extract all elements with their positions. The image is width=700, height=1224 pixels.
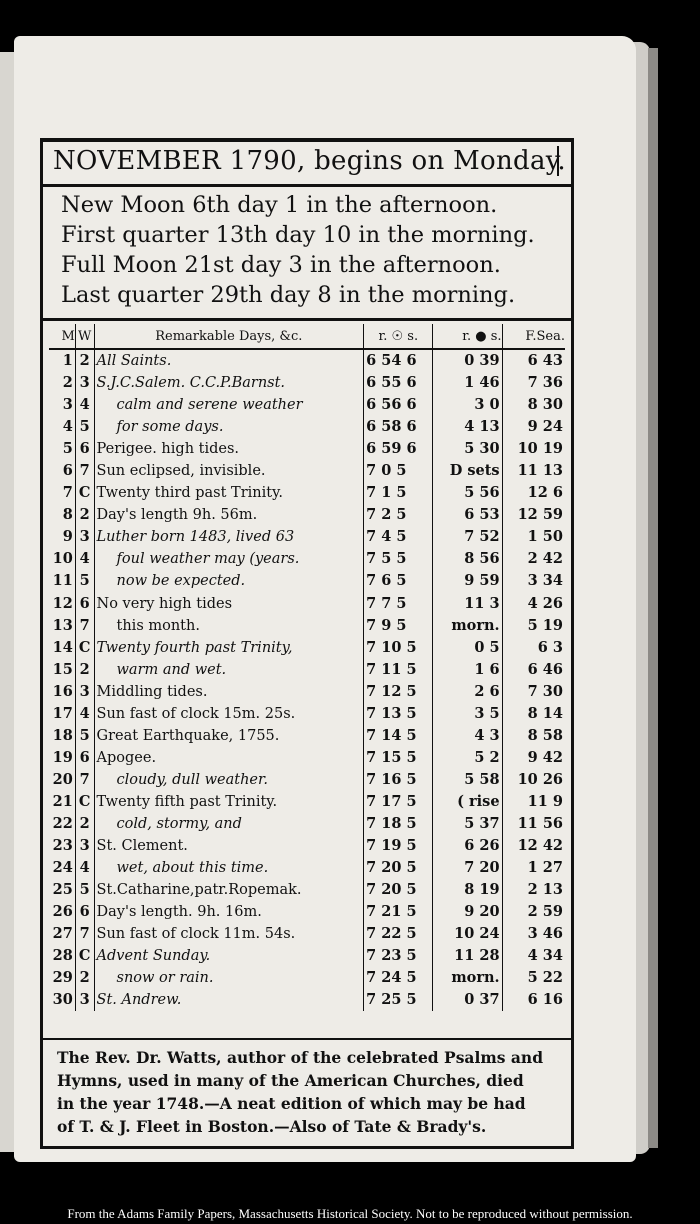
remarkable-day: warm and wet. [116, 661, 227, 678]
page-edge-shadow [648, 48, 658, 1148]
moon-rise-set: morn. [433, 615, 502, 637]
full-sea: 6 3 [537, 638, 563, 656]
calendar-row [49, 349, 565, 372]
sun-rise-set: 6 54 6 [364, 349, 433, 372]
full-sea: 1 27 [527, 859, 563, 877]
sun-rise-set: 7 13 5 [364, 703, 433, 725]
footer-line: Hymns, used in many of the American Churches, died [57, 1071, 524, 1090]
calendar-row [49, 967, 565, 989]
day-of-month: 1 [62, 352, 73, 370]
remarkable-day: St. Andrew. [96, 992, 182, 1009]
full-sea: 4 26 [527, 594, 563, 612]
day-of-week: 6 [75, 747, 94, 769]
moon-rise-set: 3 0 [433, 394, 502, 416]
full-sea: 8 30 [527, 396, 563, 414]
calendar-row [49, 394, 565, 416]
moon-rise-set: 0 5 [433, 637, 502, 659]
calendar-row [49, 615, 565, 637]
remarkable-day: Twenty fifth past Trinity. [96, 793, 278, 810]
moon-phase-line: New Moon 6th day 1 in the afternoon. [61, 192, 498, 218]
day-of-week: 3 [75, 372, 94, 394]
sun-rise-set: 7 16 5 [364, 769, 433, 791]
header-month-day: M [49, 324, 75, 349]
day-of-month: 15 [52, 660, 73, 678]
day-of-month: 25 [52, 881, 73, 899]
calendar-row [49, 460, 565, 482]
day-of-week: 7 [75, 923, 94, 945]
day-of-month: 18 [52, 726, 73, 744]
sun-rise-set: 7 22 5 [364, 923, 433, 945]
day-of-week: 7 [75, 615, 94, 637]
full-sea: 5 22 [527, 969, 563, 987]
day-of-week: 4 [75, 703, 94, 725]
full-sea: 3 34 [527, 572, 563, 590]
day-of-month: 5 [62, 440, 73, 458]
moon-rise-set: 8 56 [433, 548, 502, 570]
day-of-month: 27 [52, 925, 73, 943]
day-of-month: 29 [52, 969, 73, 987]
sun-rise-set: 7 9 5 [364, 615, 433, 637]
day-of-week: 4 [75, 548, 94, 570]
day-of-week: 4 [75, 857, 94, 879]
day-of-week: 6 [75, 593, 94, 615]
remarkable-day: snow or rain. [116, 970, 214, 987]
remarkable-day: Day's length 9h. 56m. [96, 507, 258, 524]
remarkable-day: cold, stormy, and [116, 816, 242, 832]
sun-rise-set: 7 4 5 [364, 526, 433, 548]
remarkable-day: Perigee. high tides. [96, 441, 240, 458]
calendar-row [49, 901, 565, 923]
sun-rise-set: 7 7 5 [364, 593, 433, 615]
remarkable-day: Apogee. [96, 749, 157, 766]
credit-line: From the Adams Family Papers, Massachusetts Historical Society. Not to be reproduced without permission. [67, 1206, 633, 1221]
full-sea: 12 6 [527, 484, 563, 502]
remarkable-day: Sun fast of clock 15m. 25s. [96, 705, 296, 722]
remarkable-day: this month. [116, 617, 200, 634]
sun-rise-set: 7 6 5 [364, 570, 433, 592]
calendar-row [49, 769, 565, 791]
day-of-week: 3 [75, 989, 94, 1011]
sun-rise-set: 7 23 5 [364, 945, 433, 967]
sun-rise-set: 7 19 5 [364, 835, 433, 857]
moon-rise-set: 7 52 [433, 526, 502, 548]
day-of-month: 3 [62, 396, 73, 414]
day-of-month: 6 [62, 462, 73, 480]
calendar-row [49, 989, 565, 1011]
moon-rise-set: 4 13 [433, 416, 502, 438]
full-sea: 11 56 [517, 815, 563, 832]
moon-rise-set: 1 6 [433, 659, 502, 681]
almanac-frame [40, 138, 574, 1149]
moon-rise-set: 6 53 [433, 504, 502, 526]
calendar-row [49, 879, 565, 901]
day-of-week: 2 [75, 659, 94, 681]
moon-phase-line: Full Moon 21st day 3 in the afternoon. [61, 252, 501, 278]
calendar-row [49, 747, 565, 769]
remarkable-day: Sun eclipsed, invisible. [96, 463, 266, 480]
sun-rise-set: 7 17 5 [364, 791, 433, 813]
day-of-week: 3 [75, 835, 94, 857]
calendar-row [49, 813, 565, 835]
full-sea: 12 42 [517, 837, 563, 855]
full-sea: 8 58 [527, 726, 563, 744]
moon-rise-set: morn. [433, 967, 502, 989]
header-remarkable-days: Remarkable Days, &c. [94, 324, 364, 349]
calendar-row [49, 857, 565, 879]
moon-rise-set: 7 20 [433, 857, 502, 879]
full-sea: 11 9 [527, 792, 563, 810]
sun-rise-set: 6 58 6 [364, 416, 433, 438]
sun-rise-set: 7 20 5 [364, 879, 433, 901]
day-of-month: 9 [62, 528, 73, 546]
calendar-row [49, 593, 565, 615]
remarkable-day: All Saints. [96, 353, 172, 370]
day-of-month: 14 [52, 638, 73, 656]
remarkable-day: Great Earthquake, 1755. [96, 727, 280, 744]
calendar-row [49, 945, 565, 967]
full-sea: 2 13 [527, 881, 563, 899]
title-rule [43, 184, 571, 187]
moon-rule [43, 318, 571, 321]
page-title: NOVEMBER 1790, begins on Monday. [53, 146, 566, 176]
calendar-row [49, 416, 565, 438]
full-sea: 7 30 [527, 682, 563, 700]
moon-rise-set: ( rise [433, 791, 502, 813]
moon-phase-line: Last quarter 29th day 8 in the morning. [61, 282, 516, 308]
remarkable-day: Twenty third past Trinity. [96, 485, 283, 502]
remarkable-day: St. Clement. [96, 838, 188, 855]
calendar-row [49, 438, 565, 460]
moon-rise-set: 11 28 [433, 945, 502, 967]
header-full-sea: F.Sea. [502, 324, 565, 349]
calendar-row [49, 548, 565, 570]
day-of-month: 24 [52, 859, 73, 877]
moon-rise-set: 5 56 [433, 482, 502, 504]
day-of-week: 2 [75, 349, 94, 372]
day-of-month: 30 [52, 991, 73, 1009]
sun-rise-set: 6 56 6 [364, 394, 433, 416]
footer-line: The Rev. Dr. Watts, author of the celebrated Psalms and [57, 1048, 544, 1067]
calendar-row [49, 923, 565, 945]
moon-rise-set: 0 37 [433, 989, 502, 1011]
moon-rise-set: 9 20 [433, 901, 502, 923]
day-of-week: 5 [75, 879, 94, 901]
day-of-month: 28 [52, 947, 73, 965]
day-of-month: 7 [62, 484, 73, 502]
remarkable-day: No very high tides [96, 595, 233, 612]
sun-rise-set: 7 14 5 [364, 725, 433, 747]
day-of-week: 5 [75, 416, 94, 438]
day-of-week: C [75, 791, 94, 813]
day-of-month: 2 [62, 374, 73, 392]
day-of-week: 2 [75, 813, 94, 835]
calendar-row [49, 570, 565, 592]
remarkable-day: now be expected. [116, 573, 246, 590]
full-sea: 9 42 [527, 748, 563, 766]
sun-rise-set: 7 11 5 [364, 659, 433, 681]
remarkable-day: S.J.C.Salem. C.C.P.Barnst. [96, 375, 286, 392]
calendar-row [49, 372, 565, 394]
header-week-day: W [75, 324, 94, 349]
day-of-week: 2 [75, 504, 94, 526]
moon-phases [61, 190, 561, 310]
day-of-month: 26 [52, 903, 73, 921]
day-of-week: 2 [75, 967, 94, 989]
day-of-week: 5 [75, 570, 94, 592]
day-of-month: 4 [62, 418, 73, 436]
full-sea: 8 14 [527, 704, 563, 722]
day-of-month: 10 [52, 550, 73, 568]
footer-rule [43, 1038, 571, 1040]
remarkable-day: Middling tides. [96, 683, 208, 700]
moon-rise-set: D sets [433, 460, 502, 482]
full-sea: 5 19 [527, 616, 563, 634]
moon-rise-set: 9 59 [433, 570, 502, 592]
moon-rise-set: 11 3 [433, 593, 502, 615]
moon-phase-line: First quarter 13th day 10 in the morning. [61, 222, 535, 248]
sun-rise-set: 7 12 5 [364, 681, 433, 703]
moon-rise-set: 2 6 [433, 681, 502, 703]
sun-rise-set: 7 20 5 [364, 857, 433, 879]
day-of-week: 5 [75, 725, 94, 747]
day-of-week: 4 [75, 394, 94, 416]
remarkable-day: Day's length. 9h. 16m. [96, 904, 262, 921]
remarkable-day: cloudy, dull weather. [116, 771, 268, 788]
footer-note [57, 1046, 563, 1138]
remarkable-day: foul weather may (years. [116, 551, 300, 568]
day-of-week: 3 [75, 681, 94, 703]
remarkable-day: for some days. [116, 419, 224, 436]
full-sea: 9 24 [527, 418, 563, 436]
footer-line: in the year 1748.—A neat edition of which may be had [57, 1094, 526, 1113]
sun-rise-set: 7 21 5 [364, 901, 433, 923]
day-of-month: 19 [52, 748, 73, 766]
sun-rise-set: 7 25 5 [364, 989, 433, 1011]
remarkable-day: wet, about this time. [116, 860, 269, 877]
sun-rise-set: 7 5 5 [364, 548, 433, 570]
sun-rise-set: 7 1 5 [364, 482, 433, 504]
sun-rise-set: 7 15 5 [364, 747, 433, 769]
calendar-row [49, 681, 565, 703]
day-of-month: 22 [52, 815, 73, 832]
remarkable-day: St.Catharine,patr.Ropemak. [96, 882, 302, 899]
full-sea: 11 13 [517, 462, 563, 480]
calendar-row [49, 504, 565, 526]
header-moon-rise-set: r. ● s. [433, 324, 502, 349]
remarkable-day: Sun fast of clock 11m. 54s. [96, 926, 296, 943]
day-of-month: 16 [52, 682, 73, 700]
full-sea: 12 59 [517, 506, 563, 524]
full-sea: 6 46 [527, 660, 563, 678]
day-of-week: 6 [75, 438, 94, 460]
footer-line: of T. & J. Fleet in Boston.—Also of Tate & Brady's. [57, 1117, 487, 1136]
moon-rise-set: 5 2 [433, 747, 502, 769]
remarkable-day: Advent Sunday. [96, 948, 211, 965]
calendar-row [49, 659, 565, 681]
calendar-row [49, 482, 565, 504]
full-sea: 10 19 [517, 440, 563, 458]
sun-rise-set: 7 2 5 [364, 504, 433, 526]
day-of-month: 23 [52, 837, 73, 855]
moon-rise-set: 1 46 [433, 372, 502, 394]
day-of-week: C [75, 637, 94, 659]
full-sea: 10 26 [517, 770, 563, 788]
day-of-week: 7 [75, 460, 94, 482]
full-sea: 7 36 [527, 374, 563, 392]
sun-rise-set: 6 59 6 [364, 438, 433, 460]
sun-rise-set: 7 0 5 [364, 460, 433, 482]
full-sea: 2 59 [527, 903, 563, 921]
day-of-week: C [75, 945, 94, 967]
moon-rise-set: 6 26 [433, 835, 502, 857]
moon-rise-set: 5 30 [433, 438, 502, 460]
full-sea: 6 43 [527, 352, 563, 370]
moon-rise-set: 4 3 [433, 725, 502, 747]
moon-rise-set: 5 37 [433, 813, 502, 835]
day-of-month: 12 [52, 594, 73, 612]
header-sun-rise-set: r. ☉ s. [364, 324, 433, 349]
sun-rise-set: 6 55 6 [364, 372, 433, 394]
day-of-month: 8 [62, 506, 73, 524]
calendar-row [49, 835, 565, 857]
day-of-week: 7 [75, 769, 94, 791]
day-of-month: 11 [52, 572, 73, 590]
moon-rise-set: 3 5 [433, 703, 502, 725]
full-sea: 2 42 [527, 550, 563, 568]
remarkable-day: Luther born 1483, lived 63 [96, 529, 295, 546]
calendar-row [49, 526, 565, 548]
calendar-row [49, 637, 565, 659]
sun-rise-set: 7 24 5 [364, 967, 433, 989]
full-sea: 4 34 [527, 947, 563, 965]
day-of-week: C [75, 482, 94, 504]
calendar-table [49, 324, 565, 1011]
sun-rise-set: 7 10 5 [364, 637, 433, 659]
moon-rise-set: 5 58 [433, 769, 502, 791]
day-of-week: 6 [75, 901, 94, 923]
sun-rise-set: 7 18 5 [364, 813, 433, 835]
full-sea: 3 46 [527, 925, 563, 943]
calendar-body [49, 349, 565, 1011]
header-row [49, 324, 565, 349]
moon-rise-set: 0 39 [433, 349, 502, 372]
day-of-month: 21 [52, 792, 73, 810]
almanac-page [14, 36, 636, 1162]
day-of-month: 13 [52, 616, 73, 634]
calendar-row [49, 791, 565, 813]
calendar-row [49, 725, 565, 747]
day-of-week: 3 [75, 526, 94, 548]
moon-rise-set: 8 19 [433, 879, 502, 901]
day-of-month: 20 [52, 770, 73, 788]
day-of-month: 17 [52, 704, 73, 722]
moon-rise-set: 10 24 [433, 923, 502, 945]
remarkable-day: calm and serene weather [116, 397, 303, 414]
remarkable-day: Twenty fourth past Trinity, [96, 639, 293, 656]
full-sea: 6 16 [527, 991, 563, 1009]
full-sea: 1 50 [527, 528, 563, 546]
calendar-row [49, 703, 565, 725]
